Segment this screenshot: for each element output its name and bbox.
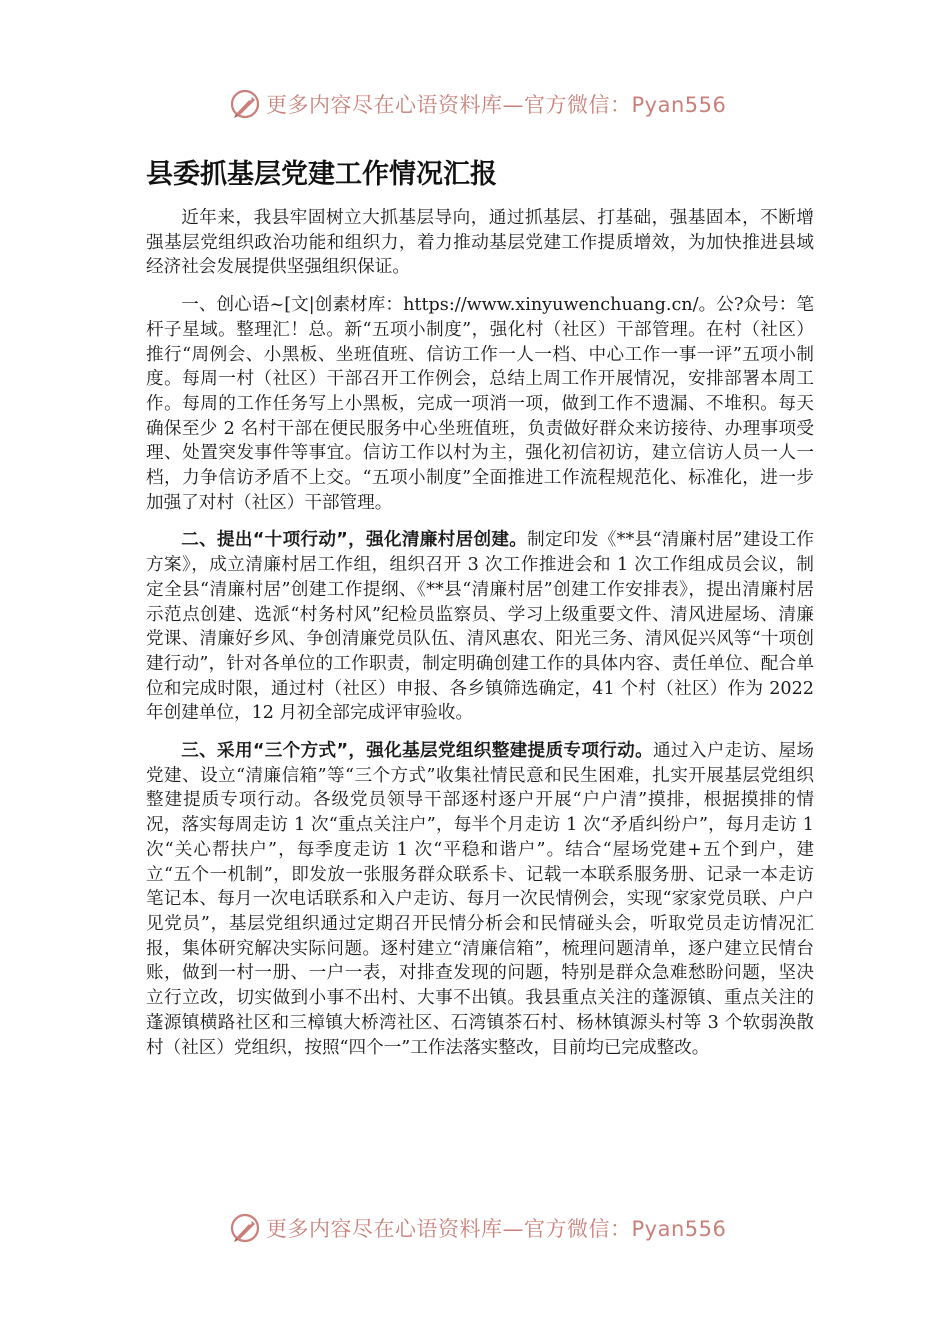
footer-banner [228, 1208, 748, 1248]
intro-paragraph: 近年来，我县牢固树立大抓基层导向，通过抓基层、打基础，强基固本，不断增强基层党组织政治功能和组织力，着力推动基层党建工作提质增效，为加快推进县域经济社会发展提供坚强组织保证。 [146, 208, 814, 278]
section-2-paragraph [146, 528, 814, 726]
section-3-paragraph [146, 739, 814, 1060]
document-body [146, 206, 814, 1073]
section-1-body: 一、创心语~[文|创素材库：https://www.xinyuwenchuang.cn/。公?众号：笔杆子星域。整理汇！总。新“五项小制度”，强化村（社区）干部管理。在村（社区）推行“周例会、小黑板、坐班值班、信访工作一人一档、中心工作一事一评”五项小制度。每周一村（社区）干部召开工作例会，总结上周工作开展情况，安排部署本周工作。每周的工作任务写上小黑板，完成一项消一项，做到工作不遗漏、不堆积。每天确保至少 2 名村干部在便民服务中心坐班值班，负责做好群众来访接待、办理事项受理、处置突发事件等事宜。信访工作以村为主，强化初信初访，建立信访人员一人一档，力争信访矛盾不上交。“五项小制度”全面推进工作流程规范化、标准化，进一步加强了对村（社区）干部管理。 [146, 295, 814, 513]
section-3-body: 通过入户走访、屋场党建、设立“清廉信箱”等“三个方式”收集社情民意和民生困难，扎实开展基层党组织整建提质专项行动。各级党员领导干部逐村逐户开展“户户清”摸排，根据摸排的情况，落实每周走访 1 次“重点关注户”，每半个月走访 1 次“矛盾纠纷户”，每月走访 1 次“关心帮扶户”，每季度走访 1 次“平稳和谐户”。结合“屋场党建+五个到户，建立“五个一机制”，即发放一张服务群众联系卡、记载一本联系服务册、记录一本走访笔记本、每月一次电话联系和入户走访、每月一次民情例会，实现“家家党员联、户户见党员”，基层党组织通过定期召开民情分析会和民情碰头会，听取党员走访情况汇报，集体研究解决实际问题。逐村建立“清廉信箱”，梳理问题清单，逐户建立民情台账，做到一村一册、一户一表，对排查发现的问题，特别是群众急难愁盼问题，坚决立行立改，切实做到小事不出村、大事不出镇。我县重点关注的蓬源镇、重点关注的蓬源镇横路社区和三樟镇大桥湾社区、石湾镇茶石村、杨林镇源头村等 3 个软弱涣散村（社区）党组织，按照“四个一”工作法落实整改，目前均已完成整改。 [146, 741, 814, 1058]
pen-nib-logo-icon [228, 87, 262, 121]
section-1-paragraph [146, 293, 814, 515]
section-3-heading: 三、采用“三个方式”，强化基层党组织整建提质专项行动。 [181, 741, 654, 762]
header-banner [228, 84, 748, 124]
document-title: 县委抓基层党建工作情况汇报 [146, 159, 497, 190]
banner-text: 更多内容尽在心语资料库—官方微信：Pyan556 [266, 1217, 727, 1241]
section-2-body: 制定印发《**县“清廉村居”建设工作方案》，成立清廉村居工作组，组织召开 3 次工作推进会和 1 次工作组成员会议，制定全县“清廉村居”创建工作提纲、《**县“清廉村居”创建工作安排表》，提出清廉村居示范点创建、选派“村务村风”纪检员监察员、学习上级重要文件、清风进屋场、清廉党课、清廉好乡风、争创清廉党员队伍、清风惠农、阳光三务、清风促兴风等“十项创建行动”，针对各单位的工作职责，制定明确创建工作的具体内容、责任单位、配合单位和完成时限，通过村（社区）申报、各乡镇筛选确定，41 个村（社区）作为 2022 年创建单位，12 月初全部完成评审验收。 [146, 530, 814, 724]
section-2-heading: 二、提出“十项行动”，强化清廉村居创建。 [181, 530, 528, 551]
banner-text: 更多内容尽在心语资料库—官方微信：Pyan556 [266, 93, 727, 117]
pen-nib-logo-icon [228, 1211, 262, 1245]
